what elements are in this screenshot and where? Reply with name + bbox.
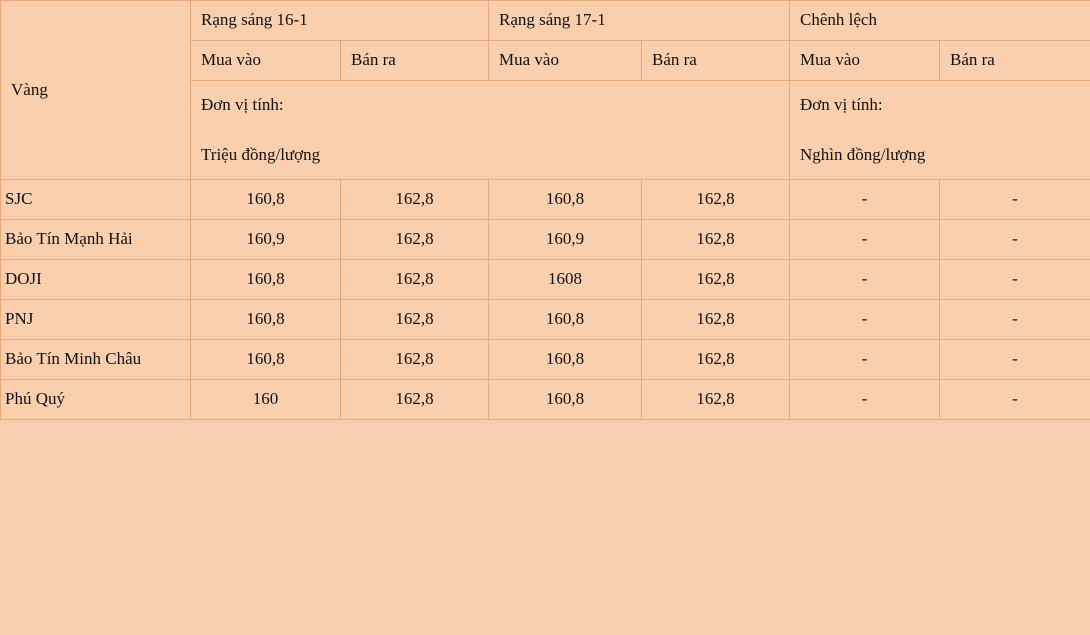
row-value: 160,9: [545, 229, 585, 249]
row-value-cell: [191, 220, 341, 260]
row-name-cell: [1, 180, 191, 220]
subheader-label-5: Mua vào: [800, 49, 860, 69]
subheader-label-6: Bán ra: [950, 49, 995, 69]
row-value: 162,8: [696, 389, 735, 409]
row-value: -: [861, 229, 868, 249]
row-value: 160,8: [246, 309, 285, 329]
row-value-cell: [940, 180, 1090, 220]
row-value-cell: [191, 380, 341, 420]
row-value-cell: [642, 220, 790, 260]
row-value: -: [861, 389, 868, 409]
unit-note-right-line1: Đơn vị tính:: [800, 94, 883, 114]
row-value: 162,8: [696, 189, 735, 209]
row-value: 162,8: [395, 229, 434, 249]
row-name-label: Bảo Tín Minh Châu: [5, 349, 142, 369]
subheader-label-3: Mua vào: [499, 49, 559, 69]
unit-note-left-spacer: [201, 121, 779, 139]
row-value-cell: [940, 220, 1090, 260]
row-value-cell: [790, 340, 940, 380]
row-value: 160,8: [545, 389, 585, 409]
row-value-cell: [341, 220, 489, 260]
row-value: 160,9: [246, 229, 285, 249]
row-value-cell: [940, 340, 1090, 380]
row-value-cell: [191, 260, 341, 300]
group-header-cell-1: [191, 1, 489, 41]
row-value: 162,8: [696, 269, 735, 289]
row-value-cell: [940, 300, 1090, 340]
unit-note-right: [790, 81, 1090, 180]
row-name-cell: [1, 340, 191, 380]
group-header-label-1: Rạng sáng 16-1: [201, 10, 308, 29]
row-value: 160: [252, 389, 279, 409]
table-row: [1, 380, 1090, 420]
row-value: 162,8: [395, 309, 434, 329]
row-value: -: [1012, 269, 1018, 289]
row-value: 160,8: [545, 349, 585, 369]
row-name-cell: [1, 300, 191, 340]
subheader-label-1: Mua vào: [201, 49, 261, 69]
row-value-cell: [642, 300, 790, 340]
row-value-cell: [489, 300, 642, 340]
table-row: [1, 260, 1090, 300]
row-value: 160,8: [545, 309, 585, 329]
unit-note-right-line2: Nghìn đồng/lượng: [800, 145, 926, 165]
row-value: 162,8: [696, 229, 735, 249]
table-header-group-row: [1, 1, 1090, 41]
row-value-cell: [341, 180, 489, 220]
row-value-cell: [790, 300, 940, 340]
row-name-cell: [1, 220, 191, 260]
subheader-cell-6: [940, 40, 1090, 80]
table-corner-label-cell: [1, 1, 191, 180]
row-name-label: Bảo Tín Mạnh Hải: [5, 229, 133, 249]
row-value: -: [1012, 309, 1018, 329]
row-value: 160,8: [545, 189, 585, 209]
row-value: 1608: [548, 269, 582, 289]
row-value-cell: [940, 260, 1090, 300]
unit-note-left-line2: Triệu đồng/lượng: [201, 145, 321, 165]
row-value-cell: [341, 380, 489, 420]
group-header-label-3: Chênh lệch: [800, 10, 877, 29]
unit-note-right-spacer: [800, 121, 1080, 139]
row-value-cell: [191, 180, 341, 220]
group-header-cell-3: [790, 1, 1090, 41]
row-value: -: [1012, 389, 1018, 409]
row-name-label: Phú Quý: [5, 389, 65, 409]
row-value-cell: [489, 380, 642, 420]
row-value: -: [861, 189, 868, 209]
row-value-cell: [790, 220, 940, 260]
row-value-cell: [489, 260, 642, 300]
row-value: -: [861, 269, 868, 289]
table-row: [1, 220, 1090, 260]
row-value: 162,8: [395, 389, 434, 409]
row-value-cell: [191, 300, 341, 340]
row-value: 162,8: [696, 349, 735, 369]
row-value-cell: [489, 180, 642, 220]
unit-note-cell-right: [790, 80, 1090, 180]
row-value-cell: [790, 260, 940, 300]
row-value: 160,8: [246, 349, 285, 369]
subheader-label-4: Bán ra: [652, 49, 697, 69]
row-value: 162,8: [395, 349, 434, 369]
row-value: 162,8: [395, 189, 434, 209]
subheader-cell-1: [191, 40, 341, 80]
row-value-cell: [642, 260, 790, 300]
group-header-label-2: Rạng sáng 17-1: [499, 10, 606, 29]
row-value: 162,8: [395, 269, 434, 289]
row-name-label: DOJI: [5, 269, 42, 289]
row-value: 162,8: [696, 309, 735, 329]
unit-note-left-line1: Đơn vị tính:: [201, 94, 284, 114]
row-name-cell: [1, 380, 191, 420]
subheader-cell-5: [790, 40, 940, 80]
subheader-cell-3: [489, 40, 642, 80]
row-value-cell: [642, 380, 790, 420]
subheader-cell-2: [341, 40, 489, 80]
group-header-cell-2: [489, 1, 790, 41]
row-value: -: [861, 349, 868, 369]
row-value: 160,8: [246, 269, 285, 289]
row-value-cell: [489, 340, 642, 380]
row-value-cell: [191, 340, 341, 380]
unit-note-cell-left: [191, 80, 790, 180]
row-value-cell: [341, 340, 489, 380]
row-value-cell: [341, 300, 489, 340]
row-value-cell: [642, 180, 790, 220]
row-value-cell: [940, 380, 1090, 420]
row-name-label: SJC: [5, 189, 33, 209]
subheader-cell-4: [642, 40, 790, 80]
row-value-cell: [790, 380, 940, 420]
table-row: [1, 300, 1090, 340]
table-row: [1, 180, 1090, 220]
row-value-cell: [341, 260, 489, 300]
row-value-cell: [642, 340, 790, 380]
row-value: -: [1012, 229, 1018, 249]
table-corner-label: Vàng: [11, 79, 48, 99]
row-value: 160,8: [246, 189, 285, 209]
row-value-cell: [489, 220, 642, 260]
row-value: -: [1012, 189, 1018, 209]
row-name-label: PNJ: [5, 309, 34, 329]
unit-note-left: [191, 81, 789, 180]
subheader-label-2: Bán ra: [351, 49, 396, 69]
row-name-cell: [1, 260, 191, 300]
table-row: [1, 340, 1090, 380]
row-value: -: [1012, 349, 1018, 369]
row-value: -: [861, 309, 868, 329]
row-value-cell: [790, 180, 940, 220]
